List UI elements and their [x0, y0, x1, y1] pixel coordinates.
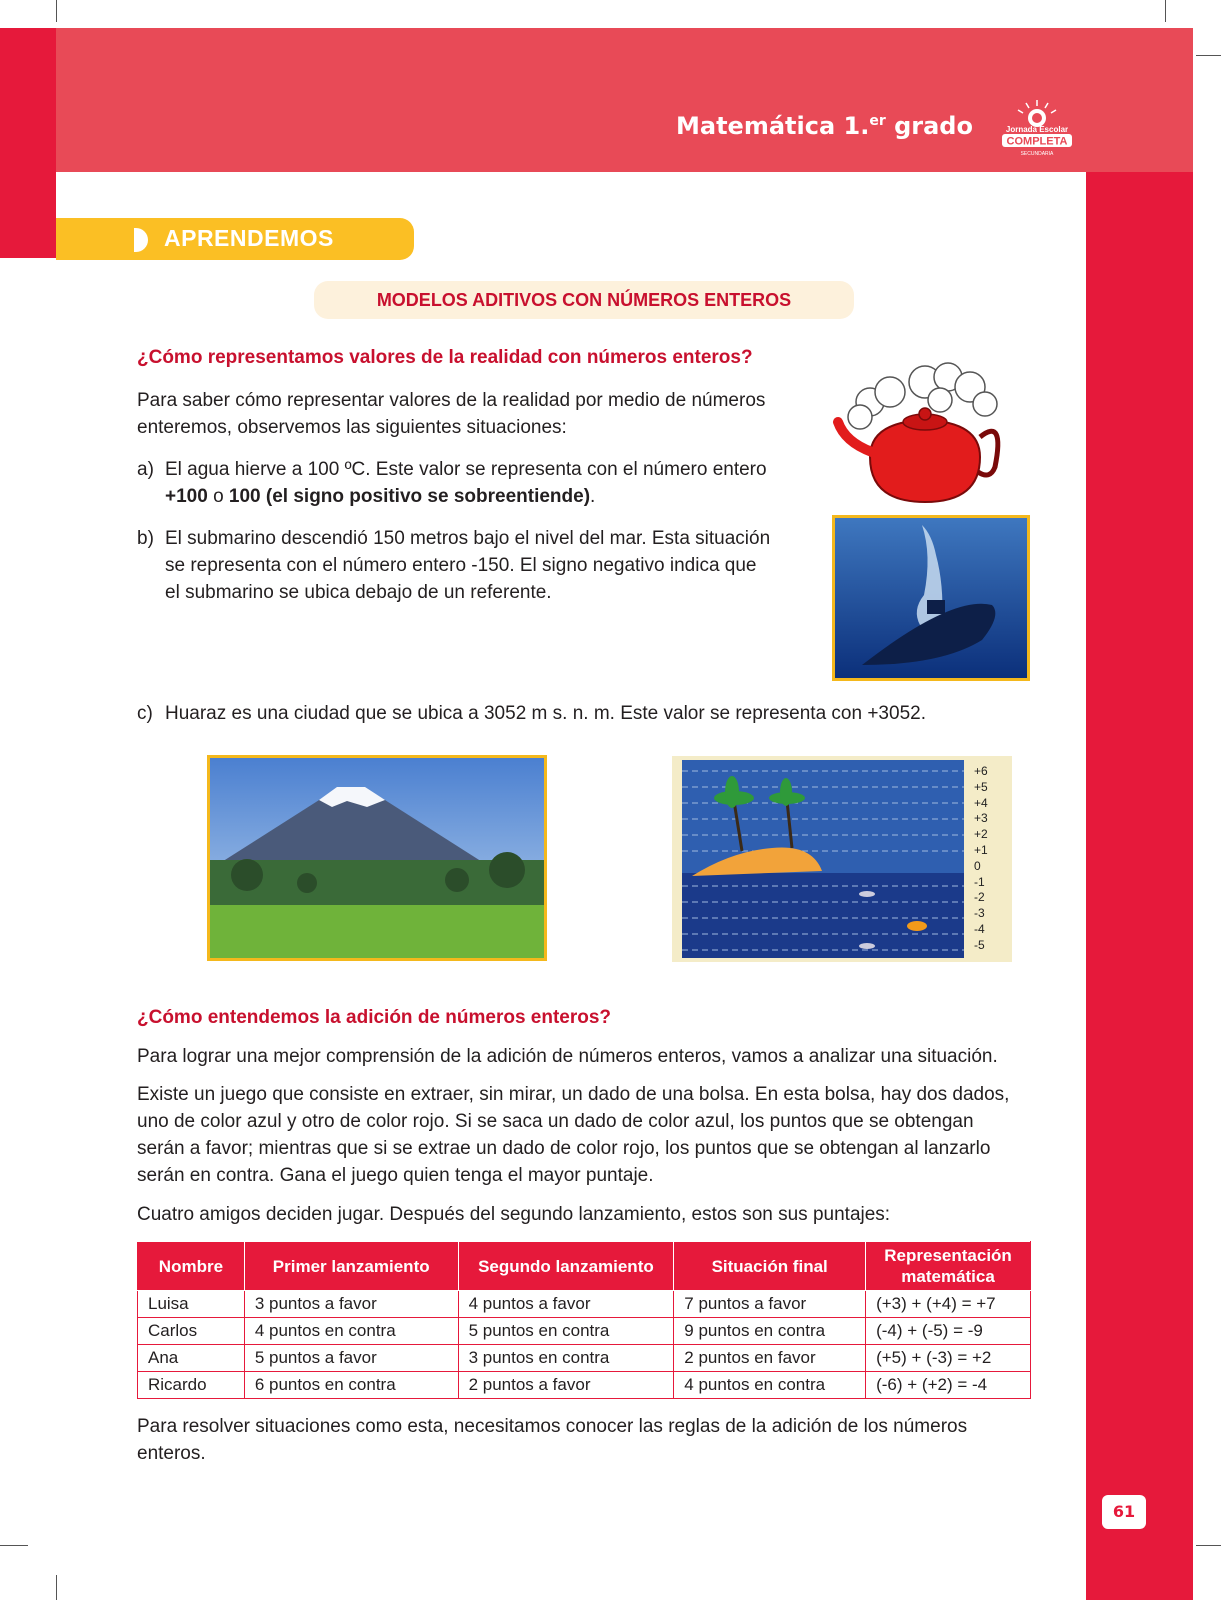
item-c: c) Huaraz es una ciudad que se ubica a 3052 m s. n. m. Este valor se representa con +3052.: [137, 703, 926, 724]
submarine-image: [832, 515, 1030, 681]
svg-text:SECUNDARIA: SECUNDARIA: [1020, 151, 1054, 157]
cell: Ricardo: [138, 1372, 245, 1399]
header-situacion: Situación final: [674, 1242, 866, 1291]
scale-label: +4: [974, 795, 988, 810]
svg-text:Jornada Escolar: Jornada Escolar: [1005, 125, 1069, 134]
cell: 4 puntos en contra: [674, 1372, 866, 1399]
cell: 3 puntos en contra: [458, 1345, 674, 1372]
crop-mark: [1196, 55, 1221, 56]
scale-label: 0: [974, 858, 981, 873]
section-subtitle: MODELOS ADITIVOS CON NÚMEROS ENTEROS: [314, 281, 854, 319]
cell: (+3) + (+4) = +7: [866, 1291, 1031, 1318]
scale-label: -1: [974, 874, 985, 889]
page-title: Matemática 1.$^{er}$ grado: [676, 112, 973, 140]
jornada-escolar-logo: [996, 98, 1078, 158]
section-label-bar: [56, 218, 414, 260]
header-primer: Primer lanzamiento: [244, 1242, 458, 1291]
scale-label: +1: [974, 842, 988, 857]
cell: Luisa: [138, 1291, 245, 1318]
cell: 2 puntos en favor: [674, 1345, 866, 1372]
scores-table: [137, 1241, 1031, 1399]
cell: 3 puntos a favor: [244, 1291, 458, 1318]
cell: 2 puntos a favor: [458, 1372, 674, 1399]
scale-label: -5: [974, 937, 985, 952]
cell: (-4) + (-5) = -9: [866, 1318, 1031, 1345]
header-representacion: Representación matemática: [866, 1242, 1031, 1291]
cell: (-6) + (+2) = -4: [866, 1372, 1031, 1399]
page-number: 61: [1102, 1495, 1146, 1529]
cell: 4 puntos a favor: [458, 1291, 674, 1318]
scale-label: +3: [974, 811, 988, 826]
crop-mark: [0, 1545, 28, 1546]
paragraph-1: Para lograr una mejor comprensión de la adición de números enteros, vamos a analizar una situación.: [137, 1046, 998, 1067]
cell: 7 puntos a favor: [674, 1291, 866, 1318]
cell: 5 puntos a favor: [244, 1345, 458, 1372]
paragraph-3: Cuatro amigos deciden jugar. Después del segundo lanzamiento, estos son sus puntajes:: [137, 1204, 891, 1225]
item-a: a) El agua hierve a 100 ºC. Este valor se representa con el número entero +100 o 100 (el signo positivo se sobreentiende).: [137, 459, 767, 507]
left-color-tab: [0, 28, 56, 258]
header-nombre: Nombre: [138, 1242, 245, 1291]
section-marker-icon: [134, 228, 148, 252]
crop-mark: [1196, 1545, 1221, 1546]
volcano-photo: [207, 755, 547, 961]
question-title-1: ¿Cómo representamos valores de la realidad con números enteros?: [137, 347, 753, 368]
cell: 6 puntos en contra: [244, 1372, 458, 1399]
crop-mark: [56, 1575, 57, 1600]
cell: Carlos: [138, 1318, 245, 1345]
paragraph-4: Para resolver situaciones como esta, necesitamos conocer las reglas de la adición de los números enteros.: [137, 1416, 968, 1464]
table-row: [138, 1372, 1031, 1399]
scale-label: +2: [974, 827, 988, 842]
table-row: [138, 1318, 1031, 1345]
scale-label: +6: [974, 764, 988, 778]
item-b: b) El submarino descendió 150 metros bajo el nivel del mar. Esta situación se representa con el número entero -150. El signo negativo indica que el submarino se ubica debajo de un referente.: [137, 528, 771, 603]
scale-label: +5: [974, 779, 988, 794]
table-row: [138, 1345, 1031, 1372]
cell: 9 puntos en contra: [674, 1318, 866, 1345]
scale-label: -2: [974, 890, 985, 905]
cell: 5 puntos en contra: [458, 1318, 674, 1345]
table-row: [138, 1291, 1031, 1318]
crop-mark: [56, 0, 57, 22]
cell: Ana: [138, 1345, 245, 1372]
table-header-row: [138, 1242, 1031, 1291]
section-label: APRENDEMOS: [164, 225, 334, 251]
cell: 4 puntos en contra: [244, 1318, 458, 1345]
scale-label: -3: [974, 906, 985, 921]
paragraph-2: Existe un juego que consiste en extraer, sin mirar, un dado de una bolsa. En esta bolsa, hay dos dados, uno de color azul y otro de color rojo. Si se saca un dado de color azul, los puntos que se obtengan serán a favor; mientras que si se extrae un dado de color rojo, los puntos que se obtengan al lanzarlo serán en contra. Gana el juego quien tenga el mayor puntaje.: [137, 1084, 1010, 1186]
number-line-scale: [974, 764, 988, 954]
island-number-line-image: [672, 756, 1012, 962]
intro-paragraph: Para saber cómo representar valores de la realidad por medio de números enteremos, observemos las siguientes situaciones:: [137, 390, 766, 438]
svg-text:COMPLETA: COMPLETA: [1006, 135, 1068, 148]
kettle-image: [830, 362, 1010, 508]
crop-mark: [1165, 0, 1166, 22]
right-color-strip: [1086, 172, 1193, 1600]
cell: (+5) + (-3) = +2: [866, 1345, 1031, 1372]
question-title-2: ¿Cómo entendemos la adición de números enteros?: [137, 1007, 612, 1028]
header-segundo: Segundo lanzamiento: [458, 1242, 674, 1291]
scale-label: -4: [974, 921, 985, 936]
